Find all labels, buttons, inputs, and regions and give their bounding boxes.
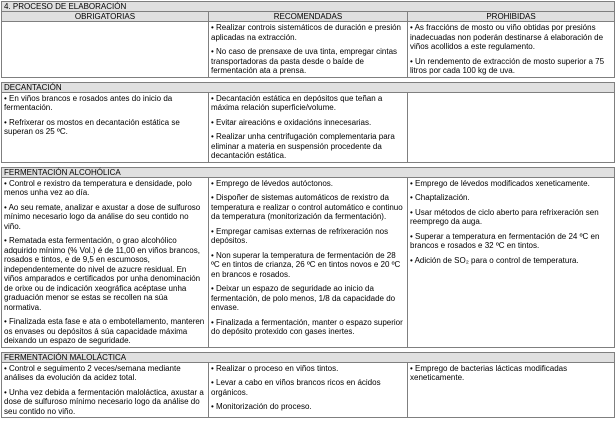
malolactica-prohibidas — [408, 362, 615, 418]
list-item: • Empregar camisas externas de refrixeración nos depósitos. — [211, 226, 389, 245]
process-table — [1, 1, 615, 418]
section-row-decantacion — [2, 92, 615, 162]
list-item: • Adición de SO₂ para o control de temperatura. — [410, 255, 579, 265]
list-item: • Emprego de lévedos autóctonos. — [211, 178, 333, 188]
alcoholica-obrigatorias — [2, 177, 209, 347]
list-item: • Realizar unha centrifugación complementaria para eliminar a materia en suspensión procedente da decantación estática. — [211, 132, 395, 160]
list-item: • Realizar o proceso en viños tintos. — [211, 363, 339, 373]
list-item: • No caso de prensaxe de uva tinta, empregar cintas transportadoras da pasta desde o baíde de fermentación ata a prensa. — [211, 47, 398, 75]
list-item: • Control e rexistro da temperatura e densidade, polo menos unha vez ao día. — [4, 178, 192, 197]
list-item: • Un rendemento de extracción de mosto superior a 75 litros por cada 100 kg de uva. — [410, 56, 605, 75]
list-item: • Deixar un espazo de seguridade ao inicio da fermentación, de polo menos, 1/8 da capacidade do envase. — [211, 284, 396, 312]
list-item: • Emprego de lévedos modificados xeneticamente. — [410, 178, 590, 188]
list-item: • Superar a temperatura en fermentación de 24 ºC en brancos e rosados e 32 ºC en tintos. — [410, 231, 600, 250]
list-item: • Dispoñer de sistemas automáticos de rexistro da temperatura e realizar o control automático e continuo da temperatura (monitorización da fermentación). — [211, 193, 403, 221]
section-title-fermentacion-malolactica: FERMENTACIÓN MALOLÁCTICA — [2, 352, 615, 362]
decantacion-recomendadas — [209, 92, 408, 162]
intro-prohibidas — [408, 22, 615, 78]
alcoholica-recomendadas — [209, 177, 408, 347]
list-item: • Emprego de bacterias lácticas modificadas xeneticamente. — [410, 363, 568, 382]
list-item: • As fraccións de mosto ou viño obtidas por presións inadecuadas non poderán destinarse á elaboración de viños acollidos a este regulamento. — [410, 23, 604, 51]
section-title-decantacion: DECANTACIÓN — [2, 82, 615, 92]
intro-obrigatorias — [2, 22, 209, 78]
list-item: • Rematada esta fermentación, o grao alcohólico adquirido mínimo (% Vol.) é de 11,00 en viños brancos, rosados e tintos, e de 9,5 en escumosos, independentemente do nivel de azucre residual. En viños amparados e certificados por unha denominación de orixe ou de indicación xeográfica acéptase unha graduación menor se estas se recollen na súa normativa. — [4, 236, 201, 312]
list-item: • Decantación estática en depósitos que teñan a máxima relación superficie/volume. — [211, 93, 383, 112]
list-item: • En viños brancos e rosados antes do inicio da fermentación. — [4, 93, 173, 112]
malolactica-recomendadas — [209, 362, 408, 418]
column-header-obrigatorias: OBRIGATORIAS — [2, 12, 209, 22]
column-header-recomendadas: RECOMENDADAS — [209, 12, 408, 22]
list-item: • Chaptalización. — [410, 193, 470, 202]
list-item: • Ao seu remate, analizar e axustar a dose de sulfuroso mínimo necesario logo da análise do seu contido no viño. — [4, 202, 201, 231]
decantacion-prohibidas — [408, 92, 615, 162]
list-item: • Monitorización do proceso. — [211, 402, 312, 411]
intro-recomendadas — [209, 22, 408, 78]
list-item: • Unha vez debida a fermentación maloláctica, axustar a dose de sulfuroso mínimo necesario logo da análise do seu contido no viño. — [4, 387, 204, 416]
list-item: • Control e seguimento 2 veces/semana mediante análises da evolución da acidez total. — [4, 363, 181, 382]
list-item: • Refrixerar os mostos en decantación estática se superan os 25 ºC. — [4, 117, 180, 136]
decantacion-obrigatorias — [2, 92, 209, 162]
malolactica-obrigatorias — [2, 362, 209, 418]
table-title: 4. PROCESO DE ELABORACIÓN — [2, 2, 615, 12]
list-item: • Usar métodos de ciclo aberto para refrixeración sen reemprego da auga. — [410, 207, 599, 226]
alcoholica-prohibidas — [408, 177, 615, 347]
section-title-fermentacion-alcoholica: FERMENTACIÓN ALCOHÓLICA — [2, 167, 615, 177]
list-item: • Finalizada esta fase e ata o embotellamento, manteren os envases ou depósitos á súa capacidade máxima deixando un espazo de seguridade. — [4, 317, 205, 345]
list-item: • Levar a cabo en viños brancos ricos en ácidos orgánicos. — [211, 378, 381, 397]
list-item: • Evitar aireacións e oxidacións innecesarias. — [211, 117, 372, 127]
column-header-prohibidas: PROHIBIDAS — [408, 12, 615, 22]
section-row-fermentacion-alcoholica — [2, 177, 615, 347]
section-row-fermentacion-malolactica — [2, 362, 615, 418]
intro-row — [2, 22, 615, 78]
list-item: • Non superar la temperatura de fermentación de 28 ºC en tintos de crianza, 26 ºC en tintos novos e 20 ºC en brancos e rosados. — [211, 250, 401, 279]
list-item: • Realizar controis sistemáticos de duración e presión aplicadas na extracción. — [211, 23, 401, 42]
list-item: • Finalizada a fermentación, manter o espazo superior do depósito protexido con gases inertes. — [211, 317, 403, 336]
